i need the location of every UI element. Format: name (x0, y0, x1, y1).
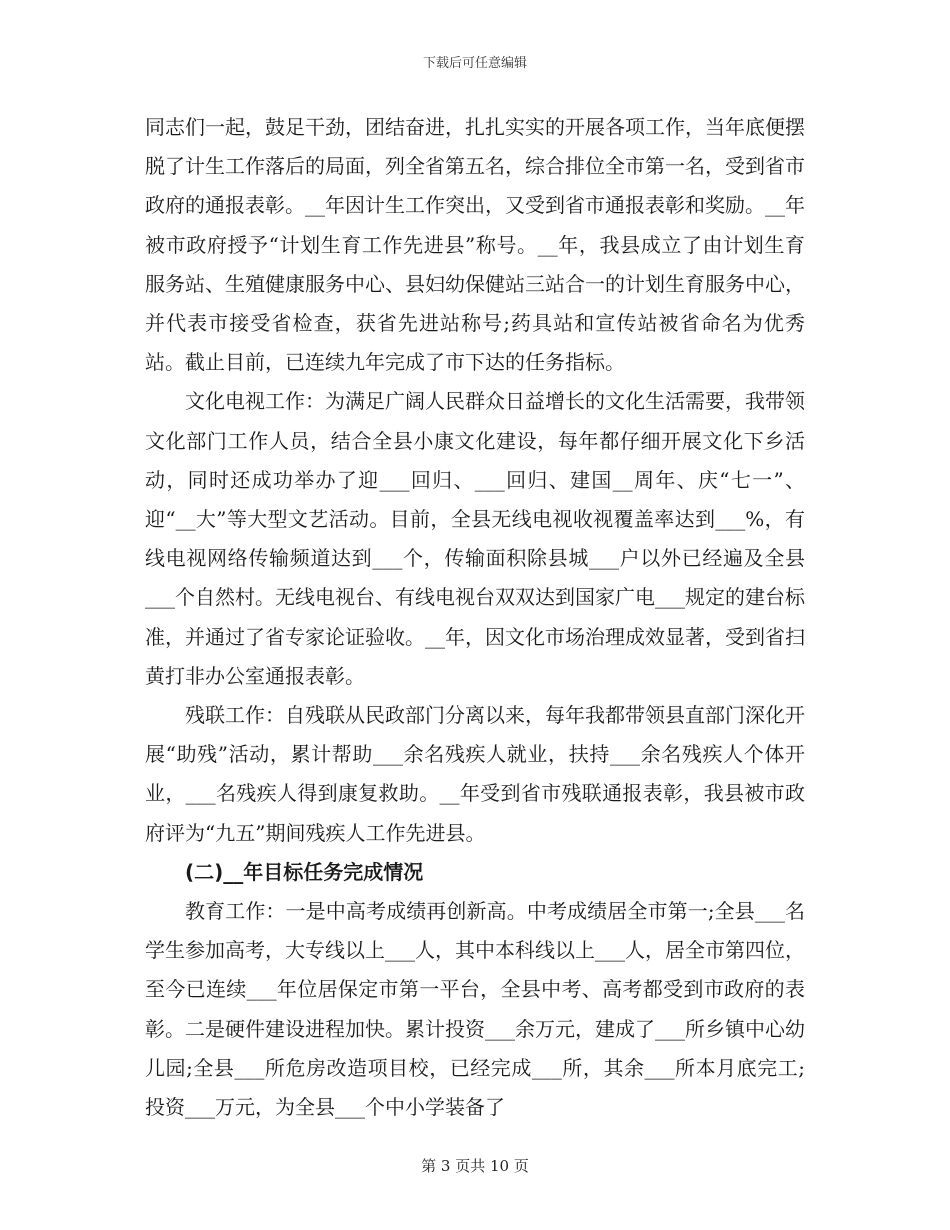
page-footer: 第 3 页共 10 页 (421, 1157, 529, 1175)
section-heading: (二)__年目标任务完成情况 (185, 859, 424, 884)
paragraph-culture-tv: 文化电视工作：为满足广阔人民群众日益增长的文化生活需要，我带领文化部门工作人员，结合全县小康文化建设，每年都仔细开展文化下乡活动，同时还成功举办了迎___回归、___回归、建国__周年、庆“七一”、迎“__大”等大型文艺活动。目前，全县无线电视收视覆盖率达到___%，有线电视网络传输频道达到___个，传输面积除县城___户以外已经遍及全县___个自然村。无线电视台、有线电视台双双达到国家广电___规定的建台标准，并通过了省专家论证验收。__年，因文化市场治理成效显著，受到省扫黄打非办公室通报表彰。 (145, 389, 805, 688)
page-header: 下载后可任意编辑 (422, 56, 527, 71)
paragraph-education: 教育工作：一是中高考成绩再创新高。中考成绩居全市第一;全县___名学生参加高考，大专线以上___人，其中本科线以上___人，居全市第四位，至今已连续___年位居保定市第一平台，全县中考、高考都受到市政府的表彰。二是硬件建设进程加快。累计投资___余万元，建成了___所乡镇中心幼儿园;全县___所危房改造项目校，已经完成___所，其余___所本月底完工;投资___万元，为全县___个中小学装备了 (145, 899, 805, 1120)
paragraph-family-planning: 同志们一起，鼓足干劲，团结奋进，扎扎实实的开展各项工作，当年底便摆脱了计生工作落后的局面，列全省第五名，综合排位全市第一名，受到省市政府的通报表彰。__年因计生工作突出，又受到省市通报表彰和奖励。__年被市政府授予“计划生育工作先进县”称号。__年，我县成立了由计划生育服务站、生殖健康服务中心、县妇幼保健站三站合一的计划生育服务中心，并代表市接受省检查，获省先进站称号;药具站和宣传站被省命名为优秀站。截止目前，已连续九年完成了市下达的任务指标。 (145, 115, 805, 375)
document-body (145, 108, 805, 1127)
paragraph-disabled-federation: 残联工作：自残联从民政部门分离以来，每年我都带领县直部门深化开展“助残”活动，累计帮助___余名残疾人就业，扶持___余名残疾人个体开业，___名残疾人得到康复救助。__年受到省市残联通报表彰，我县被市政府评为“九五”期间残疾人工作先进县。 (145, 703, 805, 845)
